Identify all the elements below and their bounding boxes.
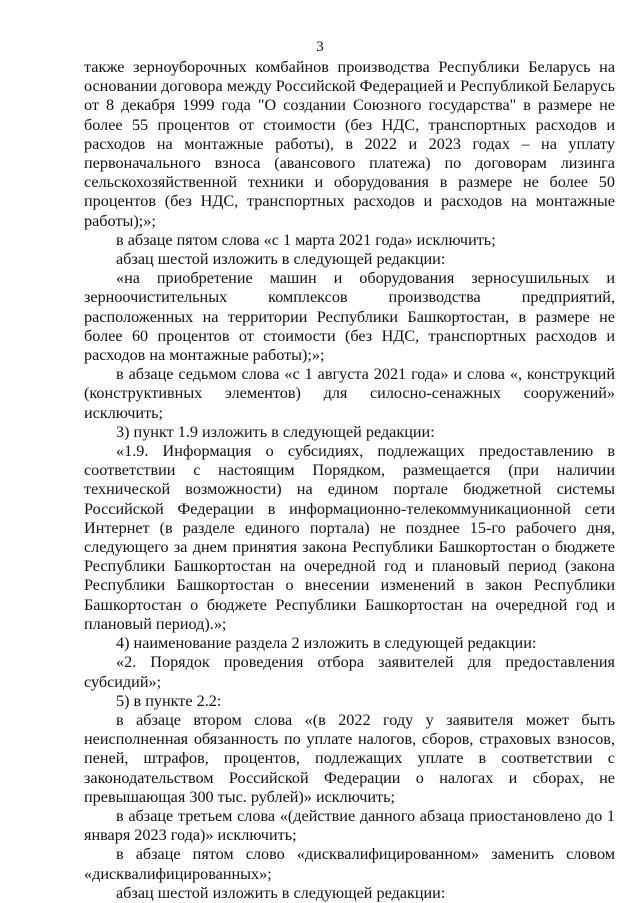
paragraph-quote: «1.9. Информация о субсидиях, подлежащих предоставлению в соответствии с настоящим Порядком, размещается (при наличии технической возможности) на едином портале бюджетной системы Российской Федерации в информационно-телекоммуникационной сети Интернет (в разделе единого портала) не позднее 15-го рабочего дня, следующего за днем принятия закона Республики Башкортостан о бюджете Республики Башкортостан на очередной год и плановый период (закона Республики Башкортостан о внесении изменений в закон Республики Башкортостан о бюджете Республики Башкортостан на очередной год и плановый период).»; (84, 442, 615, 633)
page-number: 3 (316, 39, 324, 55)
paragraph: абзац шестой изложить в следующей редакции: (116, 250, 446, 269)
paragraph-item: 3) пункт 1.9 изложить в следующей редакции: (116, 422, 435, 441)
paragraph: в абзаце третьем слова «(действие данного абзаца приостановлено до 1 января 2023 года)» исключить; (84, 806, 615, 845)
paragraph-continuation: также зерноуборочных комбайнов производства Республики Беларусь на основании договора между Российской Федерацией и Республикой Беларусь от 8 декабря 1999 года "О создании Союзного государства" в размере не более 55 процентов от стоимости (без НДС, транспортных расходов и расходов на монтажные работы), в 2022 и 2023 годах – на уплату первоначального взноса (авансового платежа) по договорам лизинга сельскохозяйственной техники и оборудования в размере не более 50 процентов (без НДС, транспортных расходов и расходов на монтажные работы);»; (84, 58, 615, 230)
document-body (84, 58, 615, 903)
paragraph-item: 5) в пункте 2.2: (116, 691, 222, 710)
paragraph: в абзаце пятом слово «дисквалифицированном» заменить словом «дисквалифицированных»; (84, 845, 615, 883)
paragraph: абзац шестой изложить в следующей редакции: (116, 883, 446, 902)
paragraph-quote: «на приобретение машин и оборудования зерносушильных и зерноочистительных комплексов производства предприятий, расположенных на территории Республики Башкортостан, в размере не более 60 процентов от стоимости (без НДС, транспортных расходов и расходов на монтажные работы);»; (84, 269, 615, 365)
paragraph: в абзаце пятом слова «с 1 марта 2021 года» исключить; (116, 230, 496, 249)
paragraph: в абзаце втором слова «(в 2022 году у заявителя может быть неисполненная обязанность по уплате налогов, сборов, страховых взносов, пеней, штрафов, процентов, подлежащих уплате в соответствии с законодательством Российской Федерации о налогах и сборах, не превышающая 300 тыс. рублей)» исключить; (84, 710, 615, 806)
paragraph: в абзаце седьмом слова «с 1 августа 2021 года» и слова «, конструкций (конструктивных элементов) для силосно-сенажных сооружений» исключить; (84, 365, 615, 422)
paragraph-quote: «2. Порядок проведения отбора заявителей для предоставления субсидий»; (84, 653, 615, 691)
paragraph-item: 4) наименование раздела 2 изложить в следующей редакции: (116, 634, 537, 653)
